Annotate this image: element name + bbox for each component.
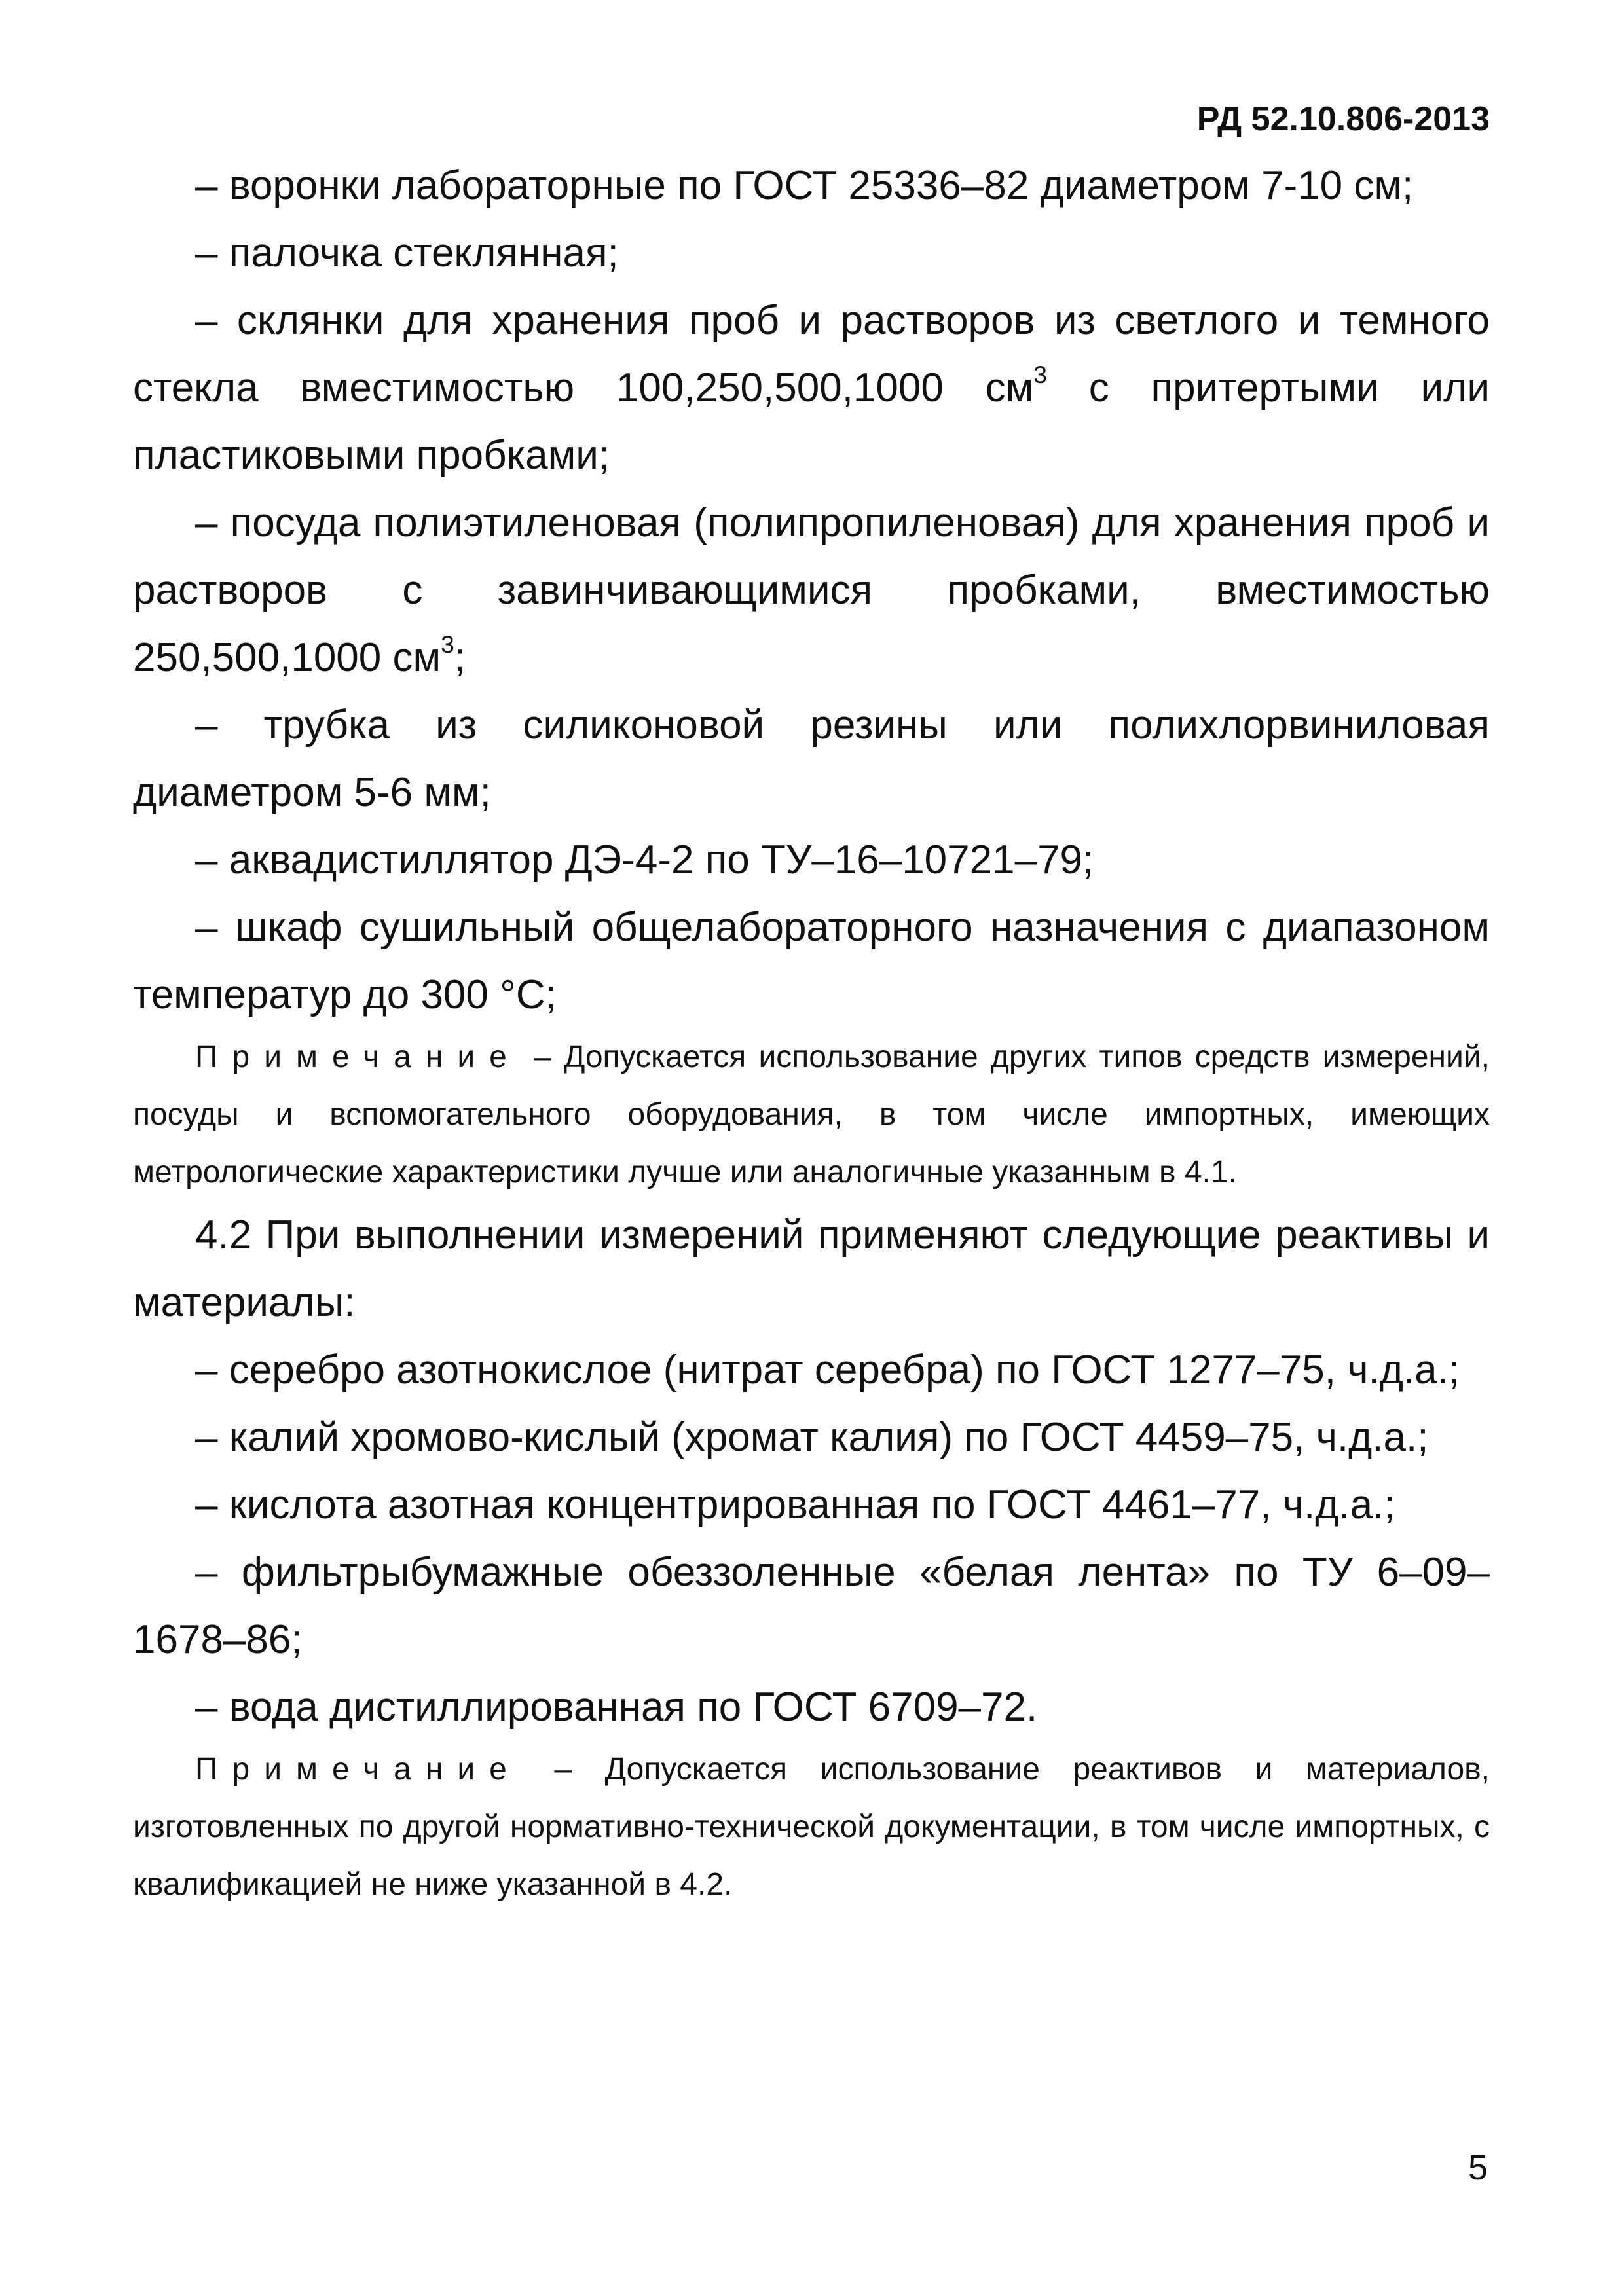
- note-equipment: [133, 1029, 1490, 1201]
- note-label: Примечание: [195, 1752, 521, 1787]
- list-item-bottles: [133, 287, 1490, 489]
- list-item: – фильтрыбумажные обеззоленные «белая лента» по ТУ 6–09–1678–86;: [133, 1550, 1490, 1662]
- list-item: – палочка стеклянная;: [195, 230, 619, 276]
- list-item: – калий хромово-кислый (хромат калия) по ГОСТ 4459–75, ч.д.а.;: [195, 1415, 1429, 1460]
- list-item: – вода дистиллированная по ГОСТ 6709–72.: [195, 1685, 1038, 1730]
- document-code: РД 52.10.806-2013: [1196, 100, 1490, 138]
- superscript: 3: [1033, 361, 1047, 389]
- list-item: – серебро азотнокислое (нитрат серебра) по ГОСТ 1277–75, ч.д.а.;: [195, 1347, 1460, 1393]
- section-4-2: 4.2 При выполнении измерений применяют следующие реактивы и материалы:: [133, 1212, 1490, 1325]
- list-item-text: – посуда полиэтиленовая (полипропиленовая) для хранения проб и растворов с завинчивающимися пробками, вместимостью 250,500,1000 см: [133, 500, 1490, 680]
- list-item: – трубка из силиконовой резины или полихлорвиниловая диаметром 5-6 мм;: [133, 702, 1490, 815]
- list-item: – кислота азотная концентрированная по ГОСТ 4461–77, ч.д.а.;: [195, 1482, 1395, 1527]
- note-text: – Допускается использование реактивов и материалов, изготовленных по другой нормативно-технической документации, в том числе импортных, с квалификацией не ниже указанной в 4.2.: [133, 1752, 1490, 1902]
- list-item: – воронки лабораторные по ГОСТ 25336–82 диаметром 7-10 см;: [195, 163, 1414, 208]
- list-item: – аквадистиллятор ДЭ-4-2 по ТУ–16–10721–79;: [195, 837, 1094, 883]
- superscript: 3: [441, 630, 454, 659]
- note-label: Примечание: [195, 1040, 521, 1074]
- page-number: 5: [1467, 2148, 1488, 2187]
- list-item-text: ;: [454, 635, 466, 680]
- note-reagents: [133, 1741, 1490, 1914]
- list-item-polyethylene: [133, 489, 1490, 691]
- list-item: – шкаф сушильный общелабораторного назначения с диапазоном температур до 300 °С;: [133, 905, 1490, 1017]
- list-item-text: с притертыми или пластиковыми пробками;: [133, 365, 1490, 478]
- list-item-text: – склянки для хранения проб и растворов из светлого и темного стекла вместимостью 100,250,500,1000 см: [133, 298, 1490, 410]
- document-body: [133, 152, 1490, 1914]
- note-text: – Допускается использование других типов средств измерений, посуды и вспомогательного оборудования, в том числе импортных, имеющих метрологические характеристики лучше или аналогичные указанным в 4.1.: [133, 1040, 1490, 1190]
